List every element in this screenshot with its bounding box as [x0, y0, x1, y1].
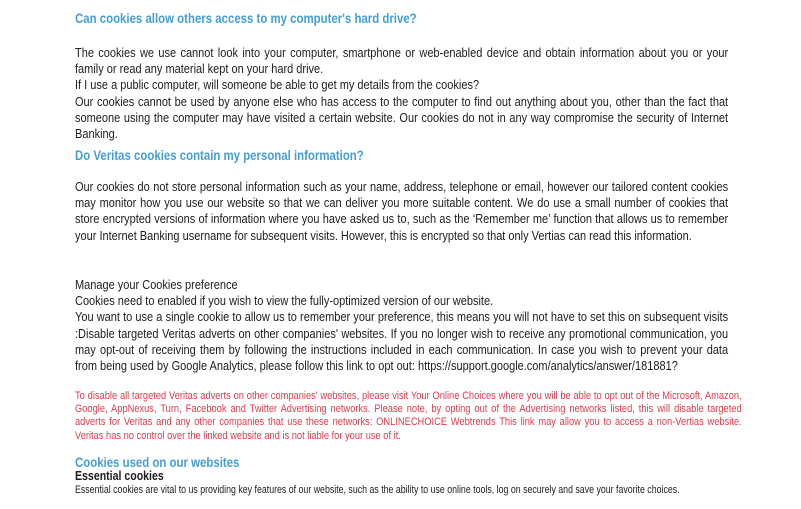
- paragraph-hard-drive-answer: [75, 45, 728, 142]
- google-analytics-optout-link[interactable]: https://support.google.com/analytics/answer/181881?: [417, 358, 678, 374]
- essential-cookies-title: Essential cookies: [75, 469, 164, 483]
- answer-public-computer: Our cookies cannot be used by anyone else who has access to the computer to find out anything about you, other than the fact that someone using the computer may have visited a certain website. Our cookies do not in any way compromise the security of Internet Banking.: [75, 93, 729, 142]
- essential-cookies-description: Essential cookies are vital to us providing key features of our website, such as the ability to use online tools, log on securely and save your favorite choices.: [75, 484, 680, 496]
- manage-cookies-title: Manage your Cookies preference: [75, 277, 238, 292]
- advert-optout-notice: To disable all targeted Veritas adverts on other companies' websites, please visit Your Online Choices where you will be able to opt out of the Microsoft, Amazon, Google, AppNexus, Turn, Facebook and Twitter Advertising networks. Please note, by opting out of the Advertising networks listed, this will disable targeted adverts for Veritas and any other companies that use these networks: ONLINECHOICE Webtrends This link may allow you to access a non-Vertias website. Veritas has no control over the linked website and is not liable for your use of it.: [75, 390, 742, 442]
- paragraph-personal-information-answer: Our cookies do not store personal information such as your name, address, telephone or email, however our tailored content cookies may monitor how you use our website so that we can deliver you more suitable content. We do use a small number of cookies that store encrypted versions of information where you have asked us to, such as the ‘Remember me’ function that allows us to remember your Internet Banking username for subsequent visits. However, this is encrypted so that only Vertias can read this information.: [75, 179, 729, 243]
- manage-cookies-body-text: You want to use a single cookie to allow us to remember your preference, this means you will not have to set this on subsequent visits :Disable targeted Veritas adverts on other companies' websites. If you no longer wish to receive any promotional communication, you may opt-out of receiving them by following the instructions included in each communication. In case you wish to prevent your data from being used by Google Analytics, please follow this link to opt out:: [75, 309, 729, 374]
- heading-personal-information-question: Do Veritas cookies contain my personal information?: [75, 148, 364, 163]
- manage-cookies-preference-text: [75, 309, 728, 374]
- heading-cookies-used: Cookies used on our websites: [75, 455, 240, 470]
- manage-cookies-enable-line: Cookies need to enabled if you wish to view the fully-optimized version of our website.: [75, 293, 494, 309]
- heading-hard-drive-question: Can cookies allow others access to my computer's hard drive?: [75, 11, 417, 26]
- question-public-computer: If I use a public computer, will someone be able to get my details from the cookies?: [75, 77, 480, 93]
- manage-cookies-section: [75, 277, 728, 374]
- answer-line-cannot-look: The cookies we use cannot look into your computer, smartphone or web-enabled device and obtain information about you or your family or read any material kept on your hard drive.: [75, 45, 729, 77]
